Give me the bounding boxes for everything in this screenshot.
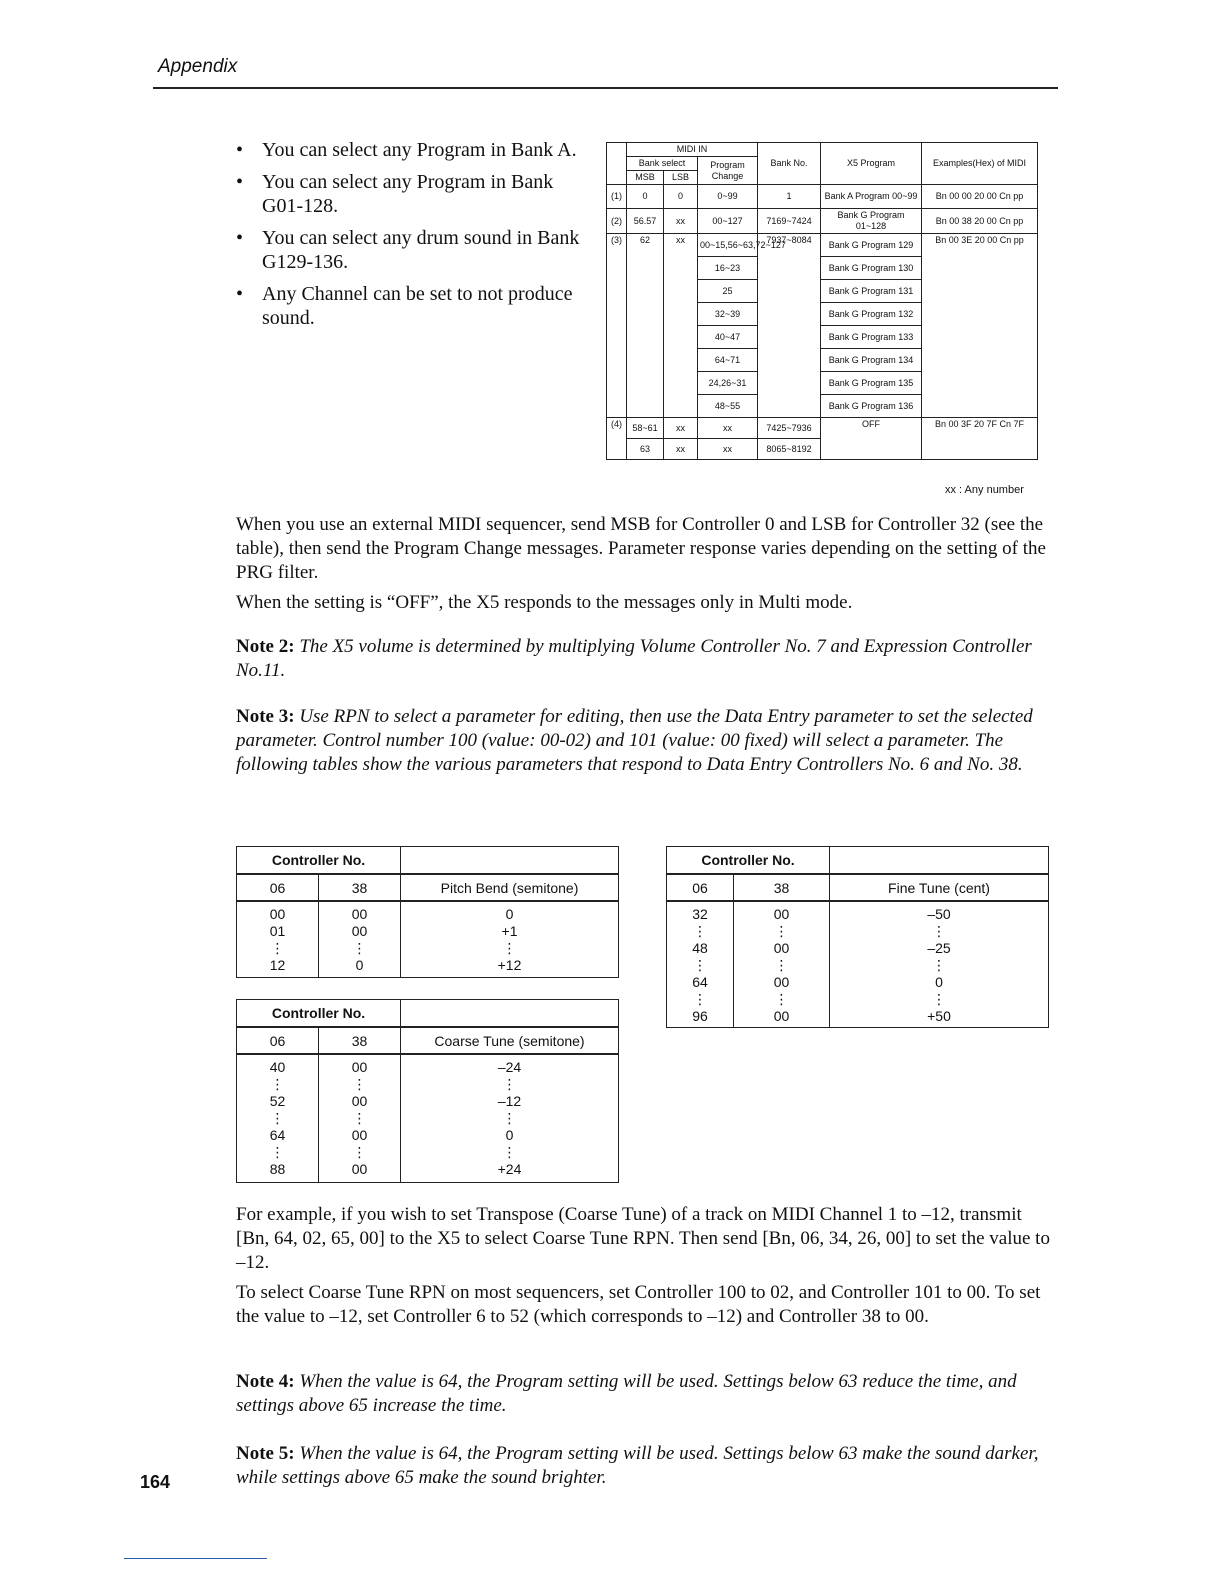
value: ⋮ bbox=[270, 1144, 285, 1160]
examples-header: Examples(Hex) of MIDI bbox=[922, 143, 1038, 185]
pc-cell: 00~15,56~63,72~127 bbox=[698, 234, 758, 257]
x5-program-header: X5 Program bbox=[821, 143, 922, 185]
value: +12 bbox=[497, 957, 522, 973]
row-id-header bbox=[607, 143, 627, 185]
footer-rule bbox=[124, 1558, 267, 1559]
value: 88 bbox=[269, 1161, 286, 1177]
bank-cell: 8065~8192 bbox=[758, 439, 821, 460]
value: 48 bbox=[692, 940, 708, 956]
value: 00 bbox=[351, 1093, 368, 1109]
value: +24 bbox=[497, 1161, 522, 1177]
bank-cell: 1 bbox=[758, 185, 821, 209]
lsb-cell: xx bbox=[664, 418, 698, 439]
paragraph: When the setting is “OFF”, the X5 responds to the messages only in Multi mode. bbox=[236, 592, 853, 613]
value: 40 bbox=[269, 1059, 286, 1075]
paragraph: For example, if you wish to set Transpose (Coarse Tune) of a track on MIDI Channel 1 to –12, transmit [Bn, 64, 02, 65, 00] to the X5 to select Coarse Tune RPN. Then send [Bn, 06, 34, 26, 00] to set the value to –12. bbox=[236, 1204, 1050, 1273]
msb-header: MSB bbox=[627, 171, 664, 185]
param-header: Fine Tune (cent) bbox=[830, 874, 1049, 901]
value: 64 bbox=[692, 974, 708, 990]
col-06-header: 06 bbox=[237, 1027, 319, 1054]
value: 0 bbox=[935, 974, 943, 990]
controller-no-header: Controller No. bbox=[237, 1000, 401, 1028]
pc-cell: 25 bbox=[698, 280, 758, 303]
value: ⋮ bbox=[270, 1110, 285, 1126]
value: ⋮ bbox=[932, 923, 946, 939]
values-38 bbox=[319, 901, 401, 977]
row-id: (2) bbox=[607, 209, 627, 234]
midi-in-table bbox=[606, 142, 1038, 460]
pc-cell: 32~39 bbox=[698, 303, 758, 326]
value: ⋮ bbox=[774, 991, 789, 1007]
bank-cell: 7169~7424 bbox=[758, 209, 821, 234]
program-change-header: Program Change bbox=[698, 157, 758, 185]
pc-cell: 64~71 bbox=[698, 349, 758, 372]
value: ⋮ bbox=[270, 940, 285, 956]
value: ⋮ bbox=[352, 1110, 367, 1126]
pc-cell: xx bbox=[698, 418, 758, 439]
values-param bbox=[830, 901, 1049, 1027]
col-06-header: 06 bbox=[237, 874, 319, 901]
midi-in-header: MIDI IN bbox=[627, 143, 758, 157]
value: 0 bbox=[505, 906, 514, 922]
value: 52 bbox=[269, 1093, 286, 1109]
bank-cell: 7937~8084 bbox=[758, 234, 821, 418]
program-cell: Bank G Program 132 bbox=[821, 303, 922, 326]
value: 32 bbox=[692, 906, 708, 922]
msb-cell: 0 bbox=[627, 185, 664, 209]
pitch-bend-table bbox=[236, 846, 619, 978]
msb-cell: 63 bbox=[627, 439, 664, 460]
example-cell: Bn 00 3F 20 7F Cn 7F bbox=[922, 418, 1038, 460]
note-text: When the value is 64, the Program setting will be used. Settings below 63 reduce the time, and settings above 65 increase the time. bbox=[236, 1371, 1017, 1416]
bank-cell: 7425~7936 bbox=[758, 418, 821, 439]
note-label: Note 5: bbox=[236, 1443, 295, 1464]
pc-cell: 40~47 bbox=[698, 326, 758, 349]
value: +1 bbox=[501, 923, 518, 939]
lsb-cell: 0 bbox=[664, 185, 698, 209]
note-text: The X5 volume is determined by multiplying Volume Controller No. 7 and Expression Controller No.11. bbox=[236, 636, 1032, 681]
program-cell: Bank G Program 135 bbox=[821, 372, 922, 395]
value: +50 bbox=[927, 1008, 951, 1024]
param-header: Pitch Bend (semitone) bbox=[401, 874, 619, 901]
value: 00 bbox=[773, 974, 790, 990]
value: ⋮ bbox=[693, 991, 707, 1007]
value: 12 bbox=[269, 957, 286, 973]
blank-header bbox=[830, 847, 1049, 875]
col-06-header: 06 bbox=[667, 874, 734, 901]
value: ⋮ bbox=[502, 1076, 517, 1092]
pc-cell: 0~99 bbox=[698, 185, 758, 209]
value: 96 bbox=[692, 1008, 708, 1024]
values-38 bbox=[319, 1054, 401, 1182]
value: 00 bbox=[351, 1127, 368, 1143]
msb-cell: 56.57 bbox=[627, 209, 664, 234]
note-3 bbox=[236, 705, 1056, 777]
values-06 bbox=[237, 901, 319, 977]
bullet-item: • You can select any drum sound in Bank G129-136. bbox=[236, 226, 596, 274]
row-id: (4) bbox=[607, 418, 627, 460]
controller-no-header: Controller No. bbox=[237, 847, 401, 875]
controller-no-header: Controller No. bbox=[667, 847, 830, 875]
value: –24 bbox=[497, 1059, 522, 1075]
program-cell: Bank G Program 134 bbox=[821, 349, 922, 372]
bullet-item: • You can select any Program in Bank A. bbox=[236, 138, 596, 162]
value: ⋮ bbox=[352, 1144, 367, 1160]
table-footnote: xx : Any number bbox=[945, 484, 1024, 496]
program-cell: Bank A Program 00~99 bbox=[821, 185, 922, 209]
program-cell: Bank G Program 130 bbox=[821, 257, 922, 280]
value: –25 bbox=[927, 940, 951, 956]
value: 00 bbox=[351, 923, 368, 939]
bullet-item: • You can select any Program in Bank G01-128. bbox=[236, 170, 596, 218]
value: ⋮ bbox=[270, 1076, 285, 1092]
example-cell: Bn 00 38 20 00 Cn pp bbox=[922, 209, 1038, 234]
row-id: (3) bbox=[607, 234, 627, 418]
lsb-cell: xx bbox=[664, 209, 698, 234]
lsb-header: LSB bbox=[664, 171, 698, 185]
header-rule bbox=[153, 87, 1058, 89]
coarse-tune-table bbox=[236, 999, 619, 1183]
col-38-header: 38 bbox=[319, 874, 401, 901]
page-number: 164 bbox=[140, 1472, 171, 1492]
program-cell: Bank G Program 129 bbox=[821, 234, 922, 257]
value: –50 bbox=[927, 906, 951, 922]
program-cell: Bank G Program 01~128 bbox=[821, 209, 922, 234]
note-4 bbox=[236, 1370, 1056, 1418]
value: 00 bbox=[269, 906, 286, 922]
value: ⋮ bbox=[774, 957, 789, 973]
value: 01 bbox=[269, 923, 286, 939]
section-header: Appendix bbox=[158, 56, 238, 77]
value: ⋮ bbox=[502, 940, 517, 956]
values-param bbox=[401, 901, 619, 977]
example-cell: Bn 00 3E 20 00 Cn pp bbox=[922, 234, 1038, 418]
param-header: Coarse Tune (semitone) bbox=[401, 1027, 619, 1054]
value: ⋮ bbox=[352, 940, 367, 956]
pc-cell: 00~127 bbox=[698, 209, 758, 234]
msb-cell: 62 bbox=[627, 234, 664, 418]
value: 00 bbox=[351, 1059, 368, 1075]
value: 00 bbox=[773, 1008, 790, 1024]
program-cell: OFF bbox=[821, 418, 922, 460]
program-cell: Bank G Program 136 bbox=[821, 395, 922, 418]
note-text: When the value is 64, the Program setting will be used. Settings below 63 make the sound darker, while settings above 65 make the sound brighter. bbox=[236, 1443, 1039, 1488]
note-label: Note 4: bbox=[236, 1371, 295, 1392]
lsb-cell: xx bbox=[664, 234, 698, 418]
value: ⋮ bbox=[352, 1076, 367, 1092]
values-06 bbox=[667, 901, 734, 1027]
value: ⋮ bbox=[774, 923, 789, 939]
note-label: Note 2: bbox=[236, 636, 295, 657]
pc-cell: 16~23 bbox=[698, 257, 758, 280]
blank-header bbox=[401, 1000, 619, 1028]
values-param bbox=[401, 1054, 619, 1182]
bullet-item: • Any Channel can be set to not produce sound. bbox=[236, 282, 596, 330]
note-5 bbox=[236, 1442, 1056, 1490]
value: ⋮ bbox=[693, 923, 707, 939]
bank-select-header: Bank select bbox=[627, 157, 698, 171]
value: ⋮ bbox=[502, 1110, 517, 1126]
values-38 bbox=[734, 901, 830, 1027]
row-id: (1) bbox=[607, 185, 627, 209]
pc-cell: 24,26~31 bbox=[698, 372, 758, 395]
program-cell: Bank G Program 131 bbox=[821, 280, 922, 303]
value: ⋮ bbox=[502, 1144, 517, 1160]
fine-tune-table bbox=[666, 846, 1049, 1028]
note-2 bbox=[236, 635, 1056, 683]
pc-cell: 48~55 bbox=[698, 395, 758, 418]
value: 00 bbox=[351, 1161, 368, 1177]
program-cell: Bank G Program 133 bbox=[821, 326, 922, 349]
blank-header bbox=[401, 847, 619, 875]
col-38-header: 38 bbox=[319, 1027, 401, 1054]
value: 0 bbox=[355, 957, 364, 973]
note-text: Use RPN to select a parameter for editing, then use the Data Entry parameter to set the selected parameter. Control number 100 (value: 00-02) and 101 (value: 00 fixed) will select a parameter. The following tables show the various parameters that respond to Data Entry Controllers No. 6 and No. 38. bbox=[236, 706, 1033, 775]
msb-cell: 58~61 bbox=[627, 418, 664, 439]
value: –12 bbox=[497, 1093, 522, 1109]
value: 00 bbox=[773, 940, 790, 956]
col-38-header: 38 bbox=[734, 874, 830, 901]
lsb-cell: xx bbox=[664, 439, 698, 460]
note-label: Note 3: bbox=[236, 706, 295, 727]
value: 00 bbox=[773, 906, 790, 922]
paragraph: When you use an external MIDI sequencer, send MSB for Controller 0 and LSB for Controller 32 (see the table), then send the Program Change messages. Parameter response varies depending on the setting of the PRG filter. bbox=[236, 514, 1046, 583]
pc-cell: xx bbox=[698, 439, 758, 460]
value: 0 bbox=[505, 1127, 514, 1143]
value: ⋮ bbox=[932, 957, 946, 973]
paragraph: To select Coarse Tune RPN on most sequencers, set Controller 100 to 02, and Controller 101 to 00. To set the value to –12, set Controller 6 to 52 (which corresponds to –12) and Controller 38 to 00. bbox=[236, 1282, 1041, 1327]
bullet-list bbox=[236, 138, 596, 338]
value: 64 bbox=[269, 1127, 286, 1143]
values-06 bbox=[237, 1054, 319, 1182]
bank-no-header: Bank No. bbox=[758, 143, 821, 185]
example-cell: Bn 00 00 20 00 Cn pp bbox=[922, 185, 1038, 209]
value: ⋮ bbox=[693, 957, 707, 973]
value: 00 bbox=[351, 906, 368, 922]
value: ⋮ bbox=[932, 991, 946, 1007]
